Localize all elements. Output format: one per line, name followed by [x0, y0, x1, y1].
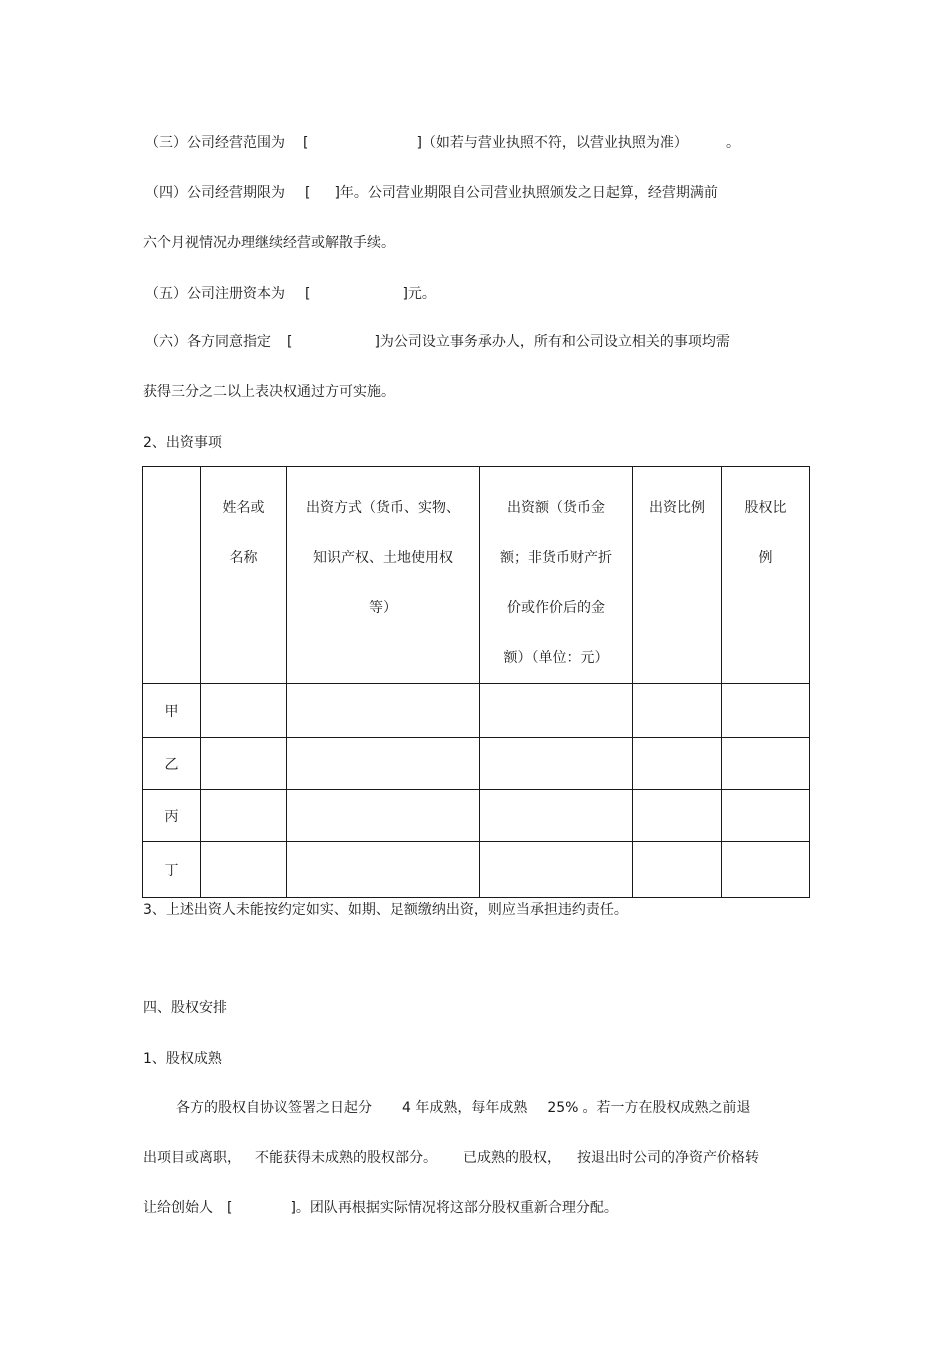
header-contribution-method: 出资方式（货币、实物、 知识产权、土地使用权 等） — [287, 467, 480, 684]
cell-method — [287, 684, 480, 738]
header-contribution-amount: 出资额（货币金 额；非货币财产折 价或作价后的金 额）（单位：元） — [480, 467, 633, 684]
clause-business-term-cont: 六个月视情况办理继续经营或解散手续。 — [143, 235, 395, 251]
table-row — [143, 684, 810, 738]
clause-vesting: 各方的股权自协议签署之日起分 4 年成熟，每年成熟 25% 。若一方在股权成熟之前退 — [176, 1100, 751, 1116]
clause-vesting-cont: 出项目或离职， 不能获得未成熟的股权部分。 已成熟的股权， 按退出时公司的净资产价格转 — [143, 1150, 759, 1166]
cell-name — [201, 738, 287, 790]
header-contribution-ratio: 出资比例 — [633, 467, 722, 684]
party-label: 丙 — [143, 790, 201, 842]
section-capital-contribution: 2、出资事项 — [143, 435, 222, 451]
cell-ratio — [633, 842, 722, 898]
party-label: 丁 — [143, 842, 201, 898]
header-party — [143, 467, 201, 684]
cell-amount — [480, 684, 633, 738]
section-equity-arrangement: 四、股权安排 — [143, 1000, 227, 1016]
cell-ratio — [633, 738, 722, 790]
cell-method — [287, 790, 480, 842]
cell-name — [201, 842, 287, 898]
cell-equity — [722, 684, 810, 738]
table-row — [143, 738, 810, 790]
table-row — [143, 790, 810, 842]
cell-name — [201, 684, 287, 738]
cell-ratio — [633, 684, 722, 738]
cell-method — [287, 738, 480, 790]
clause-registered-capital: （五）公司注册资本为 [ ]元。 — [145, 286, 436, 302]
clause-business-term: （四）公司经营期限为 [ ]年。公司营业期限自公司营业执照颁发之日起算，经营期满前 — [145, 185, 718, 201]
clause-vesting-transfer: 让给创始人 [ ]。团队再根据实际情况将这部分股权重新合理分配。 — [143, 1200, 618, 1216]
cell-ratio — [633, 790, 722, 842]
table-header-row — [143, 467, 810, 684]
cell-name — [201, 790, 287, 842]
table-row — [143, 842, 810, 898]
party-label: 甲 — [143, 684, 201, 738]
subsection-equity-vesting: 1、股权成熟 — [143, 1051, 222, 1067]
cell-equity — [722, 738, 810, 790]
cell-method — [287, 842, 480, 898]
cell-equity — [722, 790, 810, 842]
party-label: 乙 — [143, 738, 201, 790]
capital-contribution-table — [142, 466, 810, 898]
clause-breach: 3、上述出资人未能按约定如实、如期、足额缴纳出资，则应当承担违约责任。 — [143, 902, 628, 918]
clause-agent: （六）各方同意指定 [ ]为公司设立事务承办人，所有和公司设立相关的事项均需 — [145, 334, 730, 350]
clause-agent-cont: 获得三分之二以上表决权通过方可实施。 — [143, 384, 395, 400]
cell-equity — [722, 842, 810, 898]
header-equity-ratio: 股权比 例 — [722, 467, 810, 684]
cell-amount — [480, 842, 633, 898]
cell-amount — [480, 790, 633, 842]
header-name: 姓名或 名称 — [201, 467, 287, 684]
clause-business-scope: （三）公司经营范围为 [ ]（如若与营业执照不符，以营业执照为准） 。 — [145, 135, 740, 151]
cell-amount — [480, 738, 633, 790]
